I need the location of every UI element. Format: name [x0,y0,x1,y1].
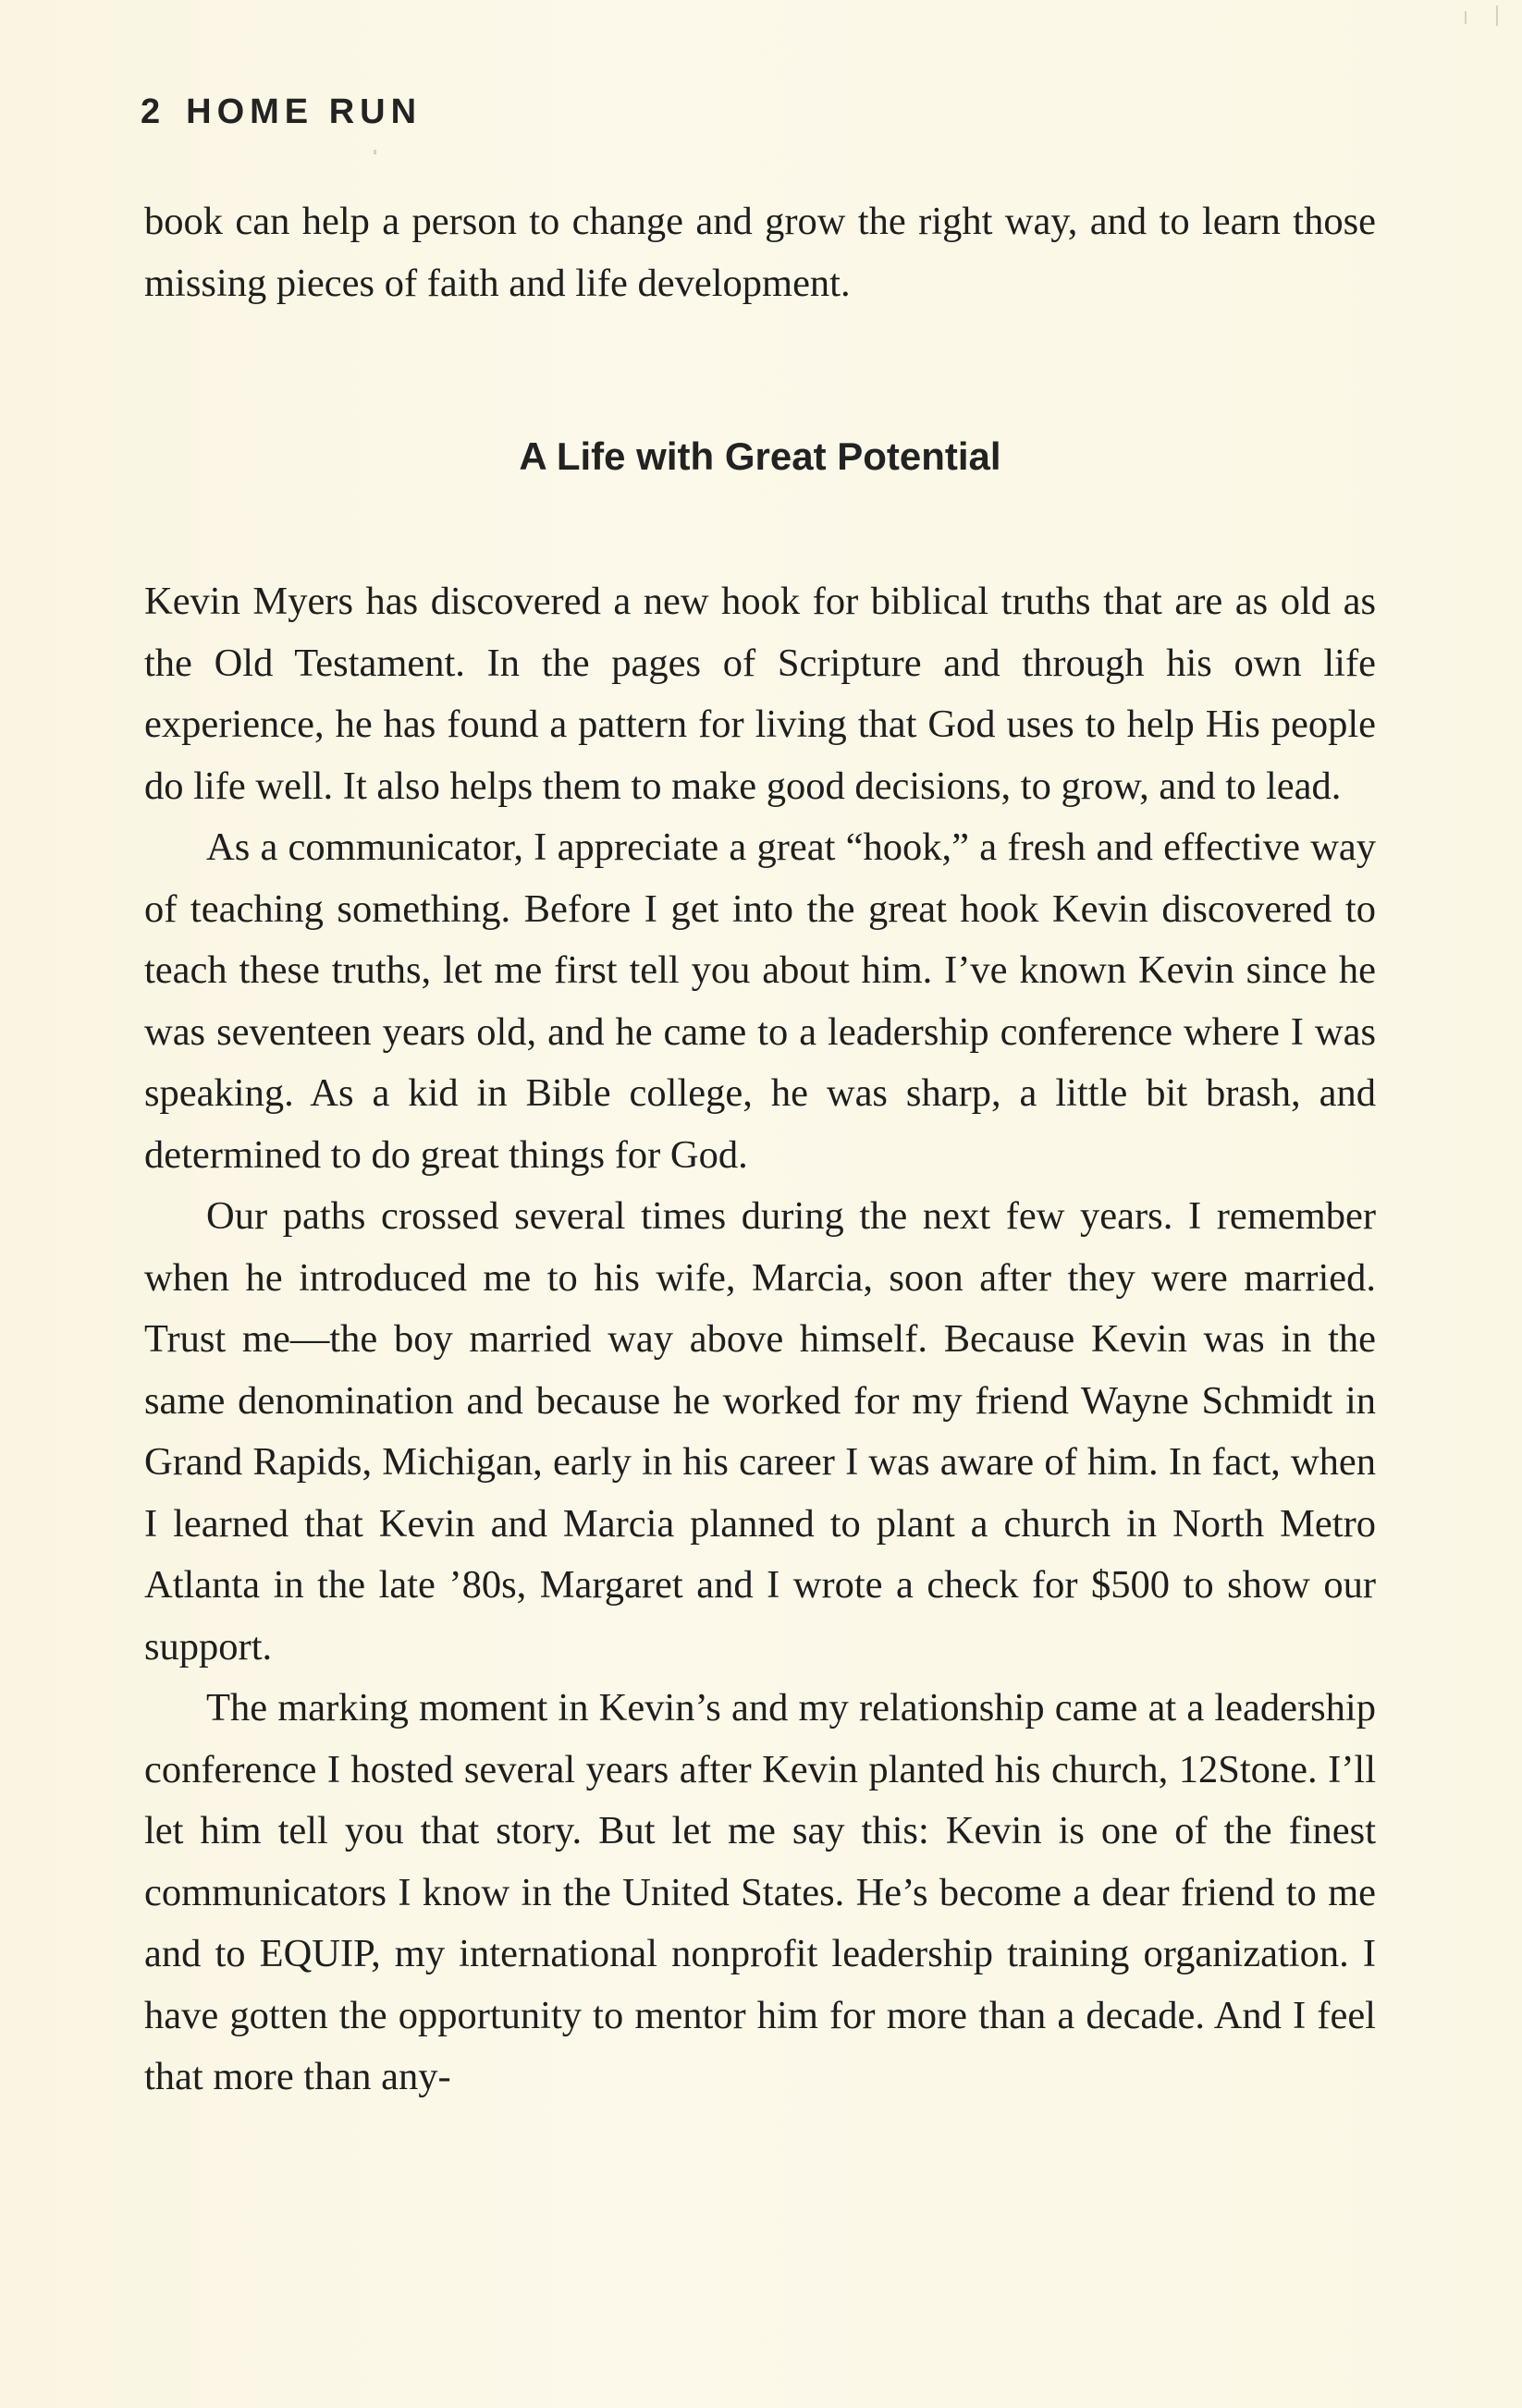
running-head [141,92,422,132]
section-body [144,571,1376,2109]
book-title: HOME RUN [186,92,423,131]
paper-speck [1496,6,1498,26]
paragraph: As a communicator, I appreciate a great “hook,” a fresh and effective way of teaching something. Before I get into the great hook Kevin discovered to teach these truths, let me first tell you about him. I’ve known Kevin since he was seventeen years old, and he came to a leadership conference where I was speaking. As a kid in Bible college, he was sharp, a little bit brash, and determined to do great things for God. [144,825,1376,1177]
section-heading: A Life with Great Potential [519,434,1001,478]
paper-speck [1465,11,1467,24]
intro-text [144,191,1376,314]
paper-speck [374,150,376,154]
paragraph: book can help a person to change and grow the right way, and to learn those missing pieces of faith and life development. [144,200,1376,305]
paragraph: Kevin Myers has discovered a new hook for biblical truths that are as old as the Old Testament. In the pages of Scripture and through his own life experience, he has found a pattern for living that God uses to help His people do life well. It also helps them to make good decisions, to grow, and to lead. [144,580,1376,808]
page-number: 2 [141,92,166,131]
paragraph: Our paths crossed several times during the next few years. I remember when he introduced me to his wife, Marcia, soon after they were married. Trust me—the boy married way above himself. Because Kevin was in the same denomination and because he worked for my friend Wayne Schmidt in Grand Rapids, Michigan, early in his career I was aware of him. In fact, when I learned that Kevin and Marcia planned to plant a church in North Metro Atlanta in the late ’80s, Margaret and I wrote a check for $500 to show our support. [144,1194,1376,1668]
paragraph: The marking moment in Kevin’s and my relationship came at a leadership conference I hosted several years after Kevin planted his church, 12Stone. I’ll let him tell you that story. But let me say this: Kevin is one of the finest communicators I know in the United States. He’s become a dear friend to me and to EQUIP, my international nonprofit leadership training organization. I have gotten the opportunity to mentor him for more than a decade. And I feel that more than any- [144,1686,1376,2098]
